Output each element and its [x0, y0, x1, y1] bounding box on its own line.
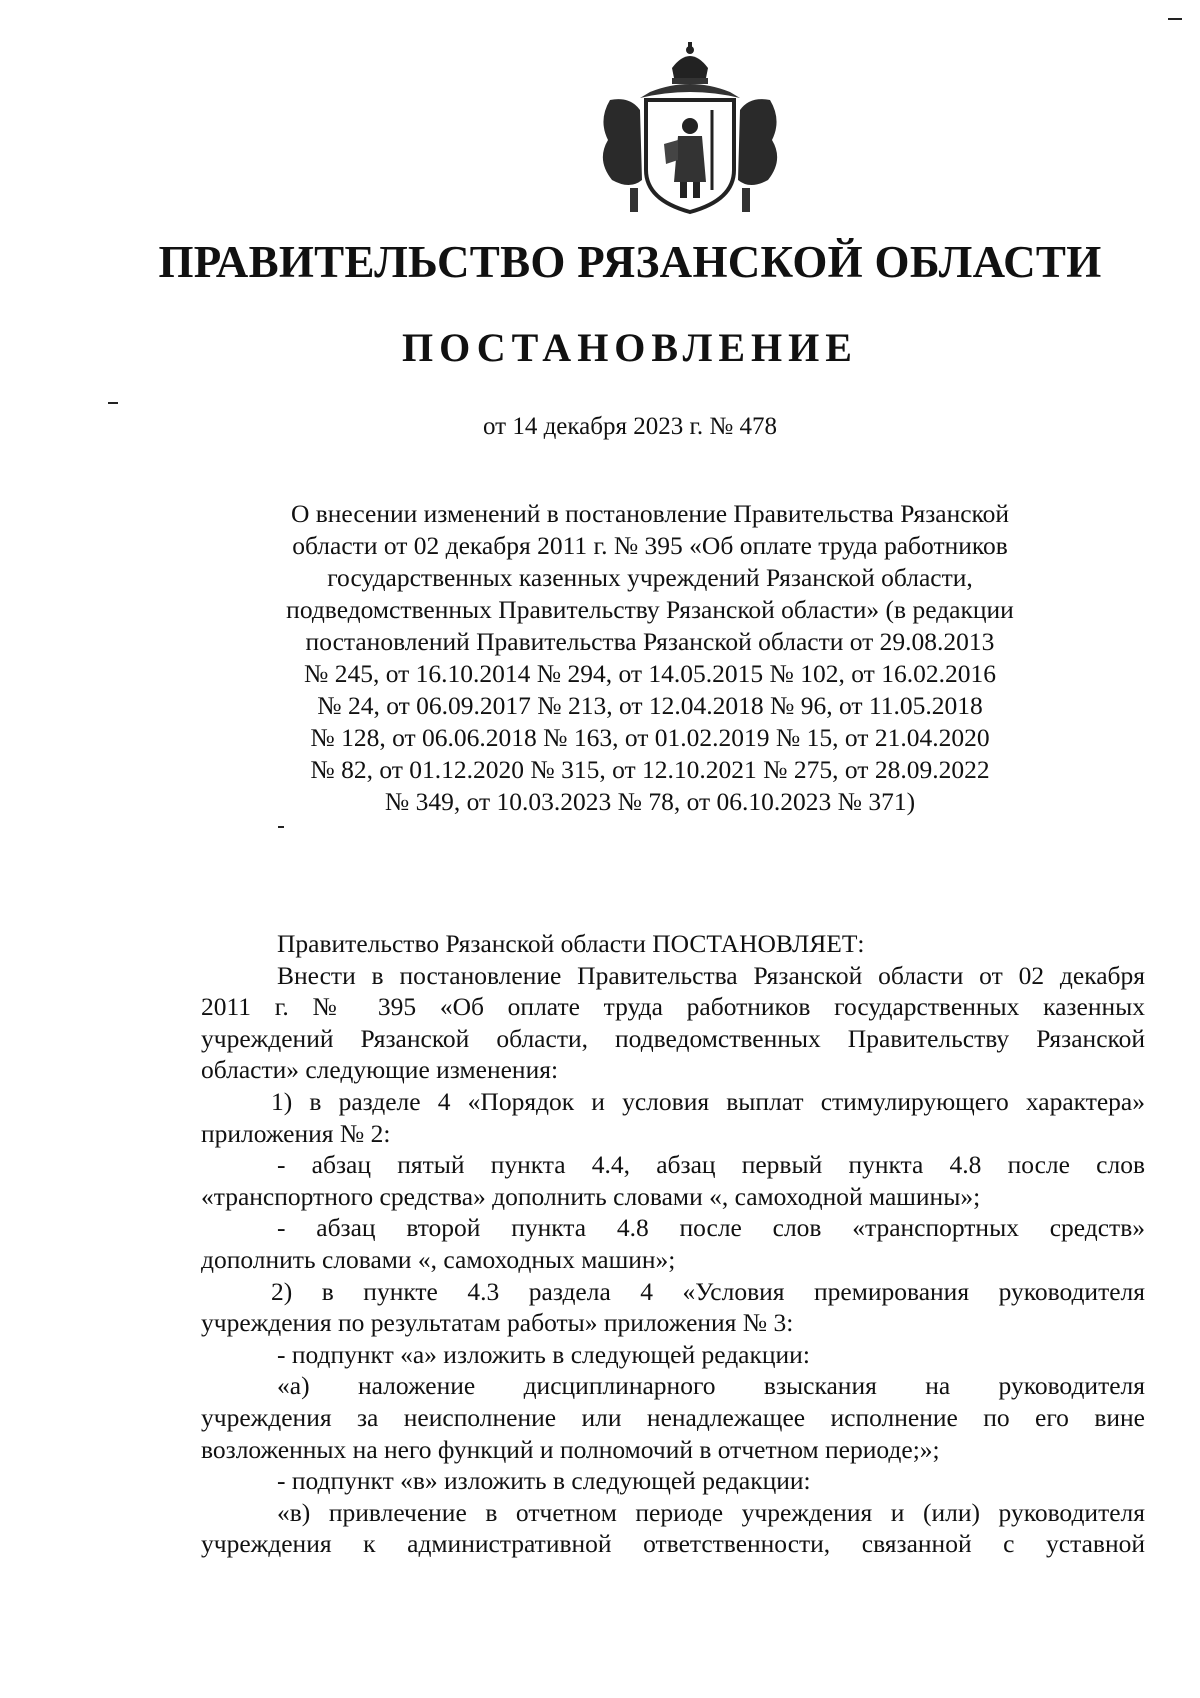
document-type-title: ПОСТАНОВЛЕНИЕ — [402, 325, 858, 370]
body-line: приложения № 2: — [201, 1118, 391, 1148]
subject-line: № 82, от 01.12.2020 № 315, от 12.10.2021 № 275, от 28.09.2022 — [310, 755, 990, 784]
body-paragraph — [201, 1276, 1145, 1339]
subject-line: постановлений Правительства Рязанской области от 29.08.2013 — [305, 627, 995, 656]
scan-mark — [1168, 18, 1182, 20]
body-paragraph — [201, 1212, 1145, 1275]
body-line: области» следующие изменения: — [201, 1055, 559, 1085]
body-line: учреждения по результатам работы» приложения № 3: — [201, 1308, 794, 1338]
subject-line: О внесении изменений в постановление Правительства Рязанской — [290, 499, 1010, 528]
subject-line: № 24, от 06.09.2017 № 213, от 12.04.2018 № 96, от 11.05.2018 — [317, 691, 983, 720]
body-line: - абзац пятый пункта 4.4, абзац первый пункта 4.8 после слов — [277, 1150, 1145, 1180]
body-paragraph — [201, 1086, 1145, 1149]
subject-line: государственных казенных учреждений Рязанской области, — [327, 563, 973, 592]
body-line: 2) в пункте 4.3 раздела 4 «Условия премирования руководителя — [271, 1276, 1145, 1306]
body-paragraph — [201, 960, 1145, 1086]
body-paragraph — [201, 1497, 1145, 1560]
scan-mark — [278, 826, 284, 828]
body-paragraph: - подпункт «в» изложить в следующей редакции: — [277, 1466, 811, 1496]
body-line: 1) в разделе 4 «Порядок и условия выплат стимулирующего характера» — [271, 1086, 1145, 1116]
body-line: учреждений Рязанской области, подведомственных Правительству Рязанской — [201, 1023, 1145, 1053]
body-line: учреждения за неисполнение или ненадлежащее исполнение по его вине — [201, 1402, 1145, 1432]
body-paragraph: Правительство Рязанской области ПОСТАНОВЛЯЕТ: — [277, 929, 865, 958]
scan-mark — [108, 402, 118, 404]
document-date-number: от 14 декабря 2023 г. № 478 — [482, 413, 778, 440]
body-line: 2011 г. № 395 «Об оплате труда работников государственных казенных — [201, 992, 1145, 1022]
body-paragraph — [201, 1370, 1145, 1465]
body-line: дополнить словами «, самоходных машин»; — [201, 1244, 676, 1274]
subject-line: № 349, от 10.03.2023 № 78, от 06.10.2023 № 371) — [384, 787, 916, 816]
subject-line: № 128, от 06.06.2018 № 163, от 01.02.2019 № 15, от 21.04.2020 — [310, 723, 990, 752]
body-line: «а) наложение дисциплинарного взыскания на руководителя — [277, 1371, 1145, 1401]
coat-of-arms-emblem — [590, 40, 790, 220]
document-subject — [230, 498, 1070, 818]
subject-line: подведомственных Правительству Рязанской области» (в редакции — [286, 595, 1014, 624]
body-line: учреждения к административной ответственности, связанной с уставной — [201, 1529, 1145, 1559]
body-line: Внести в постановление Правительства Рязанской области от 02 декабря — [277, 960, 1145, 990]
body-line: - абзац второй пункта 4.8 после слов «транспортных средств» — [277, 1213, 1145, 1243]
body-paragraph — [201, 1149, 1145, 1212]
body-line: «транспортного средства» дополнить словами «, самоходной машины»; — [201, 1181, 981, 1211]
subject-line: № 245, от 16.10.2014 № 294, от 14.05.2015 № 102, от 16.02.2016 — [304, 659, 996, 688]
body-line: «в) привлечение в отчетном периоде учреждения и (или) руководителя — [277, 1497, 1145, 1527]
document-body — [201, 928, 1145, 1560]
organization-title: ПРАВИТЕЛЬСТВО РЯЗАНСКОЙ ОБЛАСТИ — [158, 237, 1102, 287]
body-line: возложенных на него функций и полномочий в отчетном периоде;»; — [201, 1434, 940, 1464]
subject-line: области от 02 декабря 2011 г. № 395 «Об оплате труда работников — [292, 531, 1008, 560]
body-paragraph: - подпункт «а» изложить в следующей редакции: — [277, 1339, 810, 1369]
